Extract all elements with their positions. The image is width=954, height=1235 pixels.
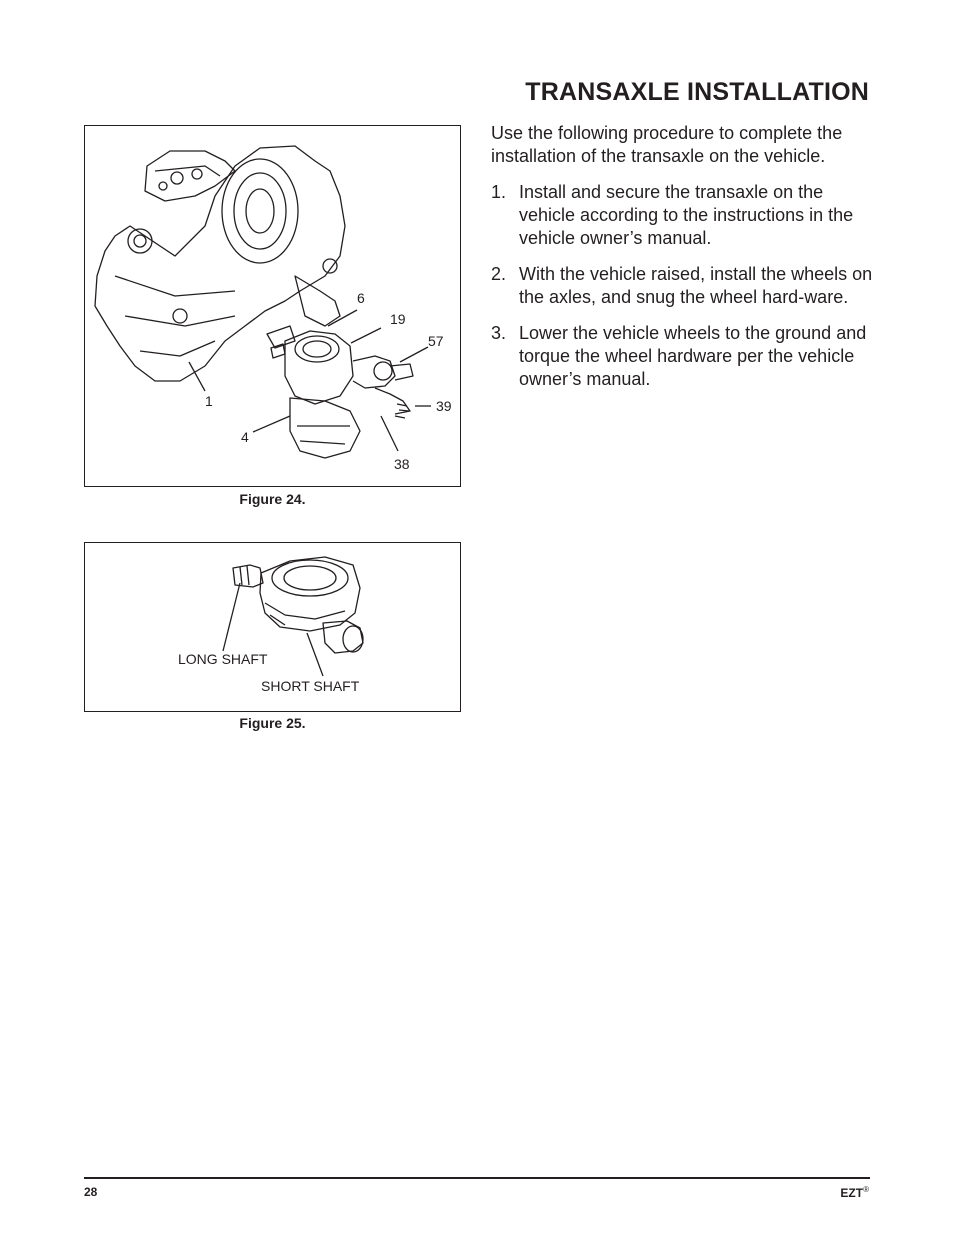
figure-25 [84,542,461,712]
transaxle-exploded-illustration [85,126,459,485]
step-number: 1. [491,182,507,202]
figure-25-caption: Figure 25. [239,715,306,731]
procedure-steps [491,181,876,404]
figure-24-caption: Figure 24. [239,491,306,507]
step-item [491,181,876,250]
footer-rule [84,1177,870,1179]
brand-footer [840,1185,869,1200]
step-text: Install and secure the transaxle on the vehicle according to the instructions in the vehicle owner’s manual. [519,182,854,248]
step-text: Lower the vehicle wheels to the ground and torque the wheel hardware per the vehicle owner’s manual. [519,323,867,389]
step-item [491,322,876,391]
callout-19: 19 [390,311,406,327]
differential-carrier-illustration [85,543,459,710]
callout-4: 4 [241,429,249,445]
step-text: With the vehicle raised, install the wheels on the axles, and snug the wheel hard-ware. [519,264,873,307]
step-number: 2. [491,264,507,284]
section-title: TRANSAXLE INSTALLATION [525,78,869,106]
brand-name: EZT [840,1186,864,1200]
callout-38: 38 [394,456,410,472]
short-shaft-label: SHORT SHAFT [261,678,360,694]
intro-paragraph: Use the following procedure to complete the installation of the transaxle on the vehicle. [491,123,843,166]
step-number: 3. [491,323,507,343]
callout-1: 1 [205,393,213,409]
figure-24 [84,125,461,487]
long-shaft-label: LONG SHAFT [178,651,268,667]
step-item [491,263,876,309]
registered-mark: ® [863,1185,869,1194]
page-number: 28 [84,1185,98,1199]
callout-57: 57 [428,333,444,349]
callout-6: 6 [357,290,365,306]
callout-39: 39 [436,398,452,414]
